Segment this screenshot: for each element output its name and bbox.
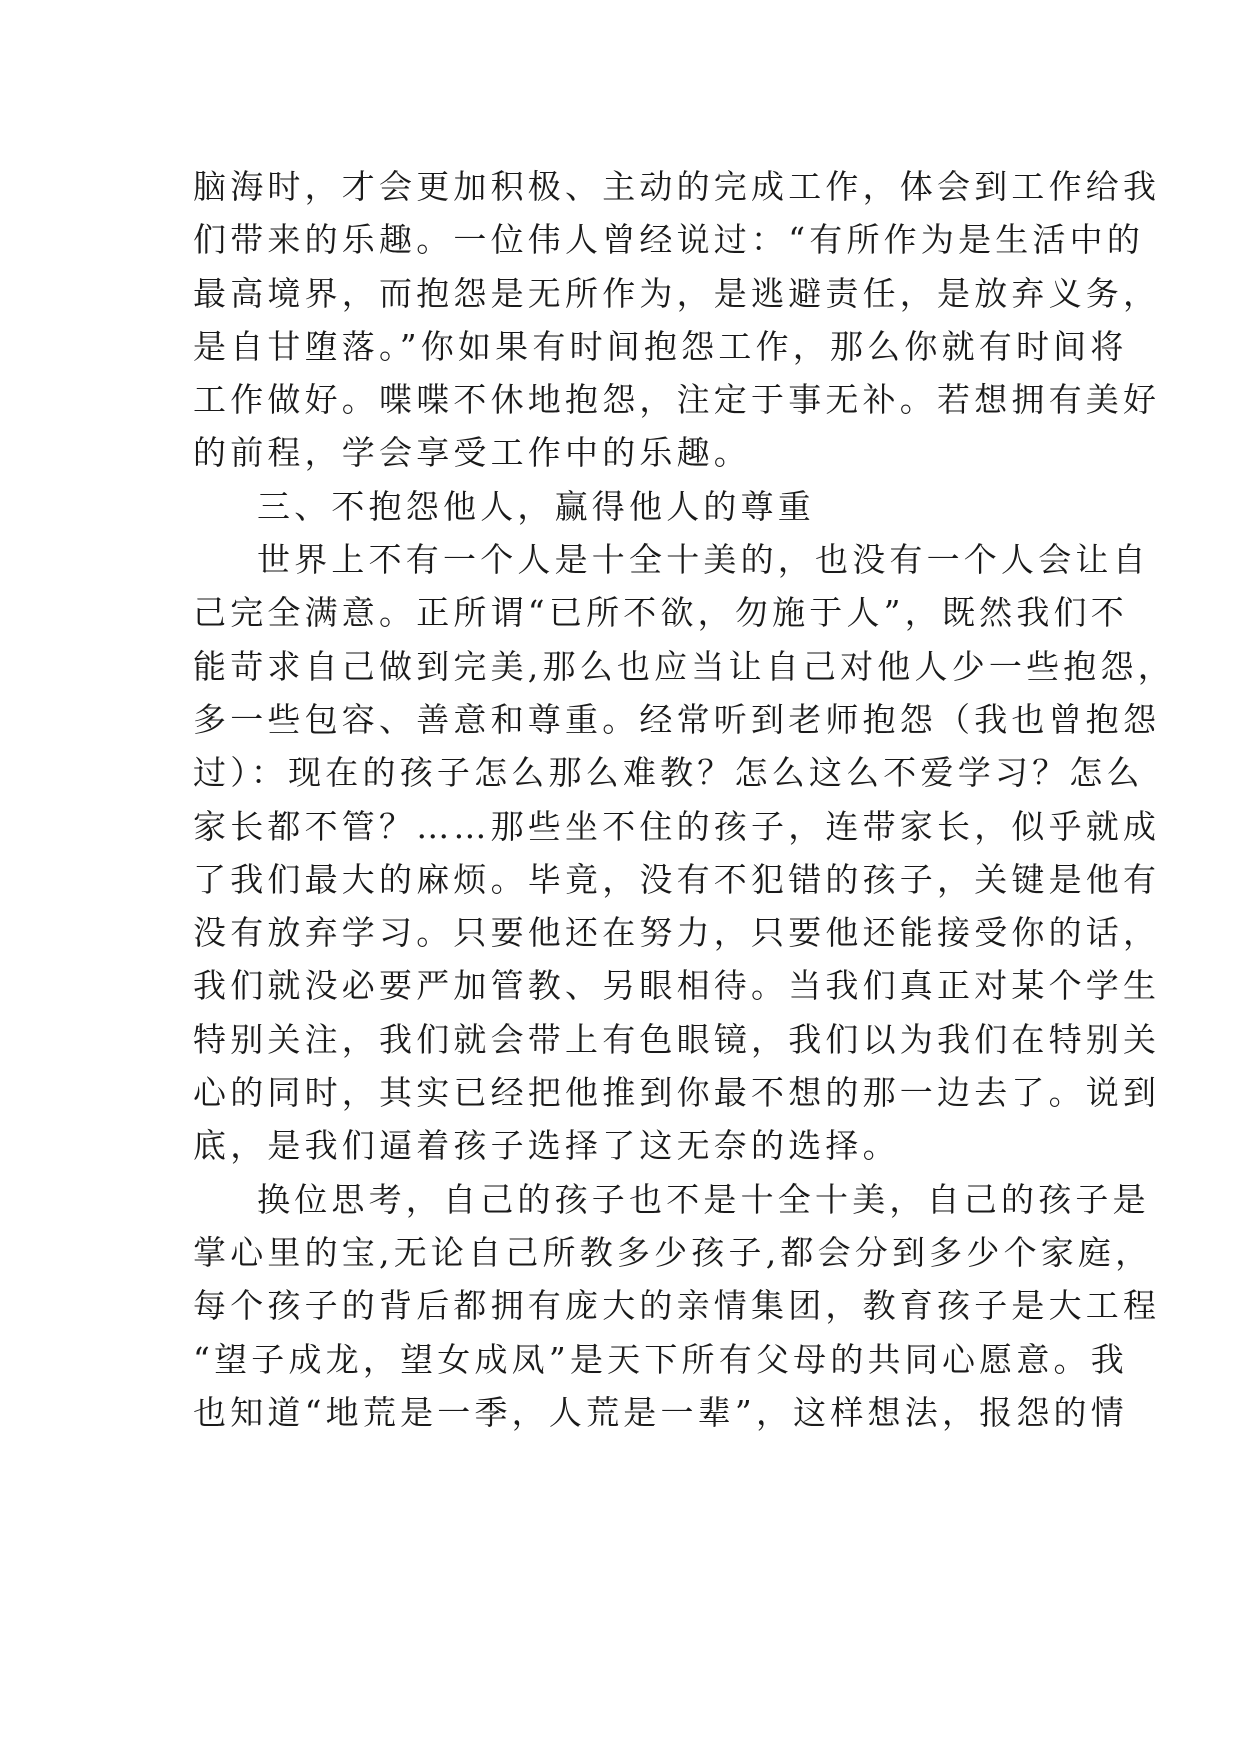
text-line: 能苛求自己做到完美,那么也应当让自己对他人少一些抱怨，	[193, 646, 1175, 686]
text-line: 没有放弃学习。只要他还在努力，只要他还能接受你的话，	[193, 913, 1161, 953]
text-line: 是自甘堕落。”你如果有时间抱怨工作，那么你就有时间将	[193, 326, 1128, 366]
paragraph-first-line: 世界上不有一个人是十全十美的，也没有一个人会让自	[257, 540, 1150, 580]
text-line: 心的同时，其实已经把他推到你最不想的那一边去了。说到	[193, 1073, 1161, 1113]
text-line: 多一些包容、善意和尊重。经常听到老师抱怨（我也曾抱怨	[193, 699, 1161, 739]
text-line: 底，是我们逼着孩子选择了这无奈的选择。	[193, 1126, 900, 1166]
text-line: 了我们最大的麻烦。毕竟，没有不犯错的孩子，关键是他有	[193, 859, 1161, 899]
text-line: 家长都不管？……那些坐不住的孩子，连带家长，似乎就成	[193, 806, 1161, 846]
text-line: 脑海时，才会更加积极、主动的完成工作，体会到工作给我	[193, 167, 1161, 206]
text-line: 特别关注，我们就会带上有色眼镜，我们以为我们在特别关	[193, 1019, 1161, 1059]
document-body	[193, 160, 1175, 1439]
text-line: 过）：现在的孩子怎么那么难教？怎么这么不爱学习？怎么	[193, 753, 1144, 793]
text-line: 己完全满意。正所谓“已所不欲，勿施于人”，既然我们不	[193, 593, 1128, 633]
text-line: 掌心里的宝,无论自己所教多少孩子,都会分到多少个家庭，	[193, 1232, 1153, 1272]
text-line: 们带来的乐趣。一位伟人曾经说过：“有所作为是生活中的	[193, 220, 1145, 260]
text-line: 也知道“地荒是一季，人荒是一辈”，这样想法，报怨的情	[193, 1392, 1128, 1432]
paragraph-first-line: 三、不抱怨他人，赢得他人的尊重	[257, 486, 815, 526]
text-line: 工作做好。喋喋不休地抱怨，注定于事无补。若想拥有美好	[193, 380, 1161, 420]
text-line: 的前程，学会享受工作中的乐趣。	[193, 433, 751, 473]
text-line: 每个孩子的背后都拥有庞大的亲情集团，教育孩子是大工程	[193, 1286, 1161, 1326]
paragraph-first-line: 换位思考，自己的孩子也不是十全十美，自己的孩子是	[257, 1179, 1150, 1219]
text-line: 最高境界，而抱怨是无所作为，是逃避责任，是放弃义务，	[193, 273, 1161, 313]
text-line: “望子成龙，望女成凤”是天下所有父母的共同心愿意。我	[193, 1339, 1128, 1379]
text-line: 我们就没必要严加管教、另眼相待。当我们真正对某个学生	[193, 966, 1161, 1006]
